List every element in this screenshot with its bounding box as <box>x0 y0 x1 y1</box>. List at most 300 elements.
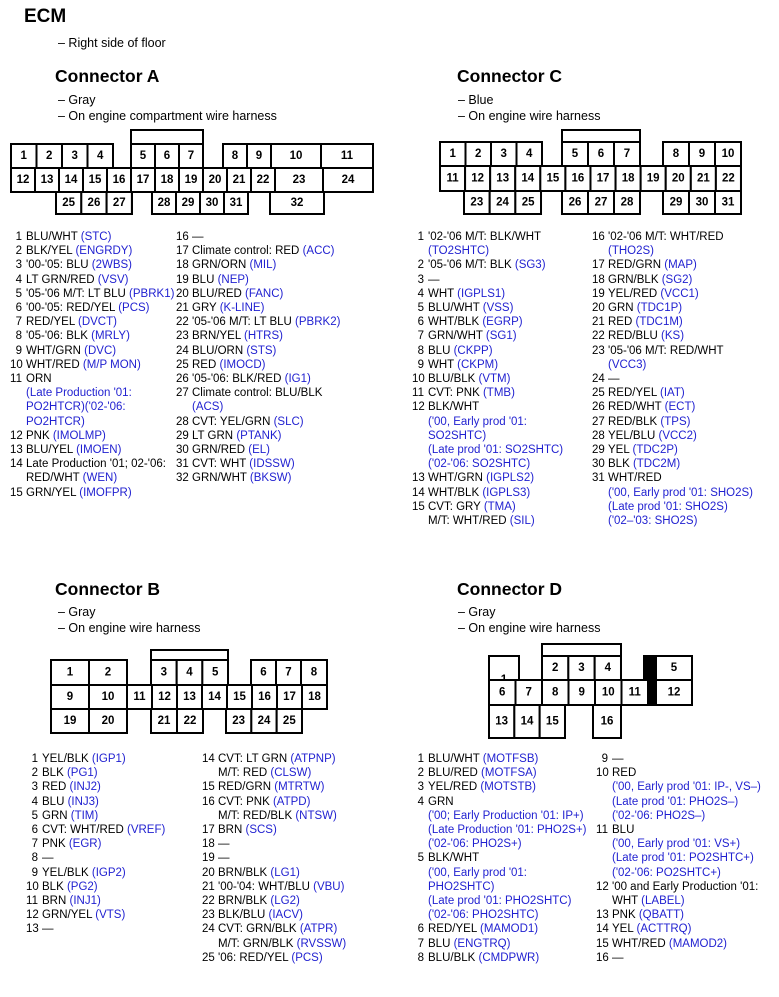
pin-description-line <box>428 880 612 894</box>
pin-signal-code: ('02–'03: SHO2S) <box>608 515 698 528</box>
pin-entry-7 <box>10 315 190 329</box>
pin-signal-code: (MOTFSA) <box>481 767 537 780</box>
pin-number: 9 <box>601 753 608 765</box>
pin-description-line <box>608 486 778 500</box>
connector-a-cavity-label-17: 17 <box>136 174 150 186</box>
pin-wire-text: BLU/WHT <box>428 753 483 765</box>
connector-a-cavity-label-26: 26 <box>87 197 101 209</box>
pin-wire-text: — <box>42 852 54 865</box>
pin-number: 3 <box>417 781 424 794</box>
connector-a-pins-left <box>10 230 190 500</box>
pin-description-line <box>612 809 778 823</box>
pin-number: 19 <box>202 852 215 865</box>
pin-number: 27 <box>176 387 189 400</box>
pin-wire-text: BLU/BLK <box>428 373 479 386</box>
connector-c-cavity-label-7: 7 <box>623 148 631 160</box>
connector-c-cavity-label-28: 28 <box>620 196 634 209</box>
pin-entry-25 <box>592 386 778 400</box>
pin-wire-text: RED <box>608 316 636 329</box>
pin-signal-code: (VTS) <box>95 909 126 922</box>
pin-entry-13 <box>596 908 778 922</box>
pin-description-line <box>218 937 402 951</box>
pin-entry-29 <box>176 429 386 443</box>
pin-description-line <box>608 443 778 457</box>
pin-wire-text: RED/YEL <box>608 387 660 400</box>
connector-c-cavity-label-14: 14 <box>521 172 535 185</box>
pin-number: 15 <box>202 781 215 794</box>
connector-b-cavity-label-12: 12 <box>158 691 171 703</box>
pin-entry-27 <box>176 386 386 414</box>
pin-description-line <box>612 823 778 837</box>
pin-description-line <box>428 894 612 908</box>
pin-description-line <box>26 429 190 443</box>
pin-wire-text: YEL/RED <box>428 781 481 794</box>
pin-signal-code: ('00, Early prod '01: <box>428 866 527 879</box>
pin-wire-text: CVT: GRY <box>428 500 484 513</box>
pin-entry-20 <box>202 866 402 880</box>
pin-number: 14 <box>412 486 425 499</box>
pin-description-line <box>192 429 386 443</box>
pin-description-line <box>612 795 778 809</box>
pin-signal-code: (NTSW) <box>295 809 337 822</box>
connector-c-cavity-label-19: 19 <box>646 172 660 185</box>
connector-b-cavity-label-15: 15 <box>233 691 246 703</box>
pin-signal-code: (2WBS) <box>91 259 133 272</box>
pin-number: 12 <box>26 909 39 922</box>
pin-signal-code: (HTRS) <box>243 330 283 343</box>
pin-description-line <box>42 866 226 880</box>
pin-wire-text: Climate control: RED <box>192 245 303 258</box>
pin-signal-code: ('00, Early prod '01: SHO2S) <box>608 486 754 499</box>
pin-signal-code: (Late Production '01: PHO2S+) <box>428 824 587 837</box>
pin-wire-text: WHT <box>428 358 458 371</box>
pin-wire-text: '05-'06 M/T: LT BLU <box>26 287 130 300</box>
pin-entry-3 <box>412 273 605 287</box>
pin-description-line <box>26 471 190 485</box>
connector-d-cavity-label-2: 2 <box>551 662 559 674</box>
connector-c-cavity-label-13: 13 <box>496 172 510 185</box>
pin-entry-21 <box>202 880 402 894</box>
pin-entry-17 <box>202 823 402 837</box>
pin-entry-3 <box>10 258 190 272</box>
pin-number: 6 <box>15 302 22 315</box>
pin-number: 30 <box>592 458 605 471</box>
pin-entry-30 <box>592 457 778 471</box>
connector-b-color: – Gray <box>58 605 96 619</box>
connector-c-cavity-label-8: 8 <box>672 148 680 160</box>
pin-wire-text: BRN/YEL <box>192 330 244 343</box>
connector-d-cavity-label-12: 12 <box>667 686 681 699</box>
pin-wire-text: WHT/RED <box>608 472 662 485</box>
pin-entry-22 <box>592 329 778 343</box>
pin-description-line <box>428 372 605 386</box>
pin-entry-1 <box>412 230 605 258</box>
connector-a-cavity-label-10: 10 <box>289 150 303 162</box>
pin-entry-9 <box>10 344 190 358</box>
pin-description-line <box>192 457 386 471</box>
pin-description-line <box>42 908 226 922</box>
pin-description-line <box>26 457 190 471</box>
pin-description-line <box>218 951 402 965</box>
pin-description-line <box>42 894 226 908</box>
pin-description-line <box>218 922 402 936</box>
pin-entry-6 <box>26 823 226 837</box>
connector-c-cavity-label-23: 23 <box>470 196 484 209</box>
pin-description-line <box>612 908 778 922</box>
pin-number: 28 <box>592 429 605 442</box>
pin-description-line <box>42 851 226 865</box>
pin-number: 16 <box>202 795 215 808</box>
pin-description-line <box>612 851 778 865</box>
connector-d-pins-left <box>412 752 612 965</box>
pin-entry-2 <box>412 258 605 272</box>
pin-entry-4 <box>412 287 605 301</box>
pin-description-line <box>428 937 612 951</box>
pin-description-line <box>428 837 612 851</box>
pin-description-line <box>26 443 190 457</box>
pin-wire-text: '05-'06: BLK <box>26 330 92 343</box>
pin-number: 21 <box>202 880 215 893</box>
pin-signal-code: ('02-'06: PHO2S+) <box>428 838 522 851</box>
pin-wire-text: BLK <box>42 880 67 893</box>
pin-description-line <box>42 922 226 936</box>
pin-description-line <box>428 908 612 922</box>
connector-b-lock-tab <box>151 650 228 660</box>
pin-signal-code: (TIM) <box>70 809 99 822</box>
pin-signal-code: ('00, Early prod '01: VS+) <box>612 838 741 851</box>
pin-description-line <box>428 486 602 500</box>
pin-description-line <box>608 244 778 258</box>
connector-b-cavity-label-3: 3 <box>160 666 168 679</box>
connector-c-location: – On engine wire harness <box>458 109 601 123</box>
pin-wire-text: CVT: PNK <box>218 795 273 808</box>
pin-number: 26 <box>176 373 189 386</box>
pin-description-line <box>428 823 612 837</box>
pin-entry-21 <box>176 301 386 315</box>
pin-description-line <box>218 752 402 766</box>
pin-number: 18 <box>592 273 605 286</box>
connector-a-cavity-label-28: 28 <box>157 197 171 209</box>
pin-signal-code: (MAP) <box>664 259 697 272</box>
pin-wire-text: GRN/YEL <box>42 909 96 922</box>
pin-description-line <box>192 443 386 457</box>
pin-wire-text: WHT/GRN <box>428 472 487 485</box>
connector-a-cavity-label-29: 29 <box>181 197 195 209</box>
pin-entry-12 <box>412 400 605 471</box>
connector-a-color: – Gray <box>58 93 96 107</box>
pin-number: 7 <box>417 330 424 343</box>
connector-a-cavity-label-14: 14 <box>64 174 78 186</box>
connector-d-color: – Gray <box>458 605 496 619</box>
pin-entry-14 <box>202 752 402 780</box>
pin-number: 17 <box>176 245 189 258</box>
pin-wire-text: '00-'05: RED/YEL <box>26 302 119 315</box>
pin-signal-code: (WEN) <box>82 472 118 485</box>
pin-description-line <box>428 358 602 372</box>
pin-entry-11 <box>412 386 605 400</box>
pin-description-line <box>218 908 402 922</box>
pin-description-line <box>42 795 226 809</box>
connector-d-diagram <box>486 642 698 740</box>
pin-description-line <box>428 386 605 400</box>
pin-number: 31 <box>176 458 189 471</box>
connector-a-cavity-label-31: 31 <box>229 197 243 209</box>
pin-entry-16 <box>596 951 778 965</box>
pin-wire-text: — <box>428 273 440 286</box>
connector-b-cavity-label-25: 25 <box>282 715 296 727</box>
pin-wire-text: GRY <box>192 302 220 315</box>
pin-number: 2 <box>417 259 424 272</box>
pin-wire-text: RED/WHT <box>608 401 665 414</box>
pin-entry-10 <box>10 358 190 372</box>
pin-signal-code: (Late prod '01: PHO2S–) <box>612 795 739 808</box>
pin-signal-code: PO2HTCR) <box>26 415 85 428</box>
pin-description-line <box>192 258 386 272</box>
pin-number: 25 <box>202 951 215 964</box>
pin-number: 10 <box>10 358 23 371</box>
pin-entry-15 <box>202 780 402 794</box>
pin-signal-code: (STC) <box>80 231 112 243</box>
pin-description-line <box>428 809 612 823</box>
pin-description-line <box>608 315 778 329</box>
pin-number: 8 <box>31 852 38 865</box>
pin-signal-code: (SIL) <box>509 515 535 528</box>
pin-wire-text: RED <box>192 358 220 371</box>
pin-number: 6 <box>417 316 424 329</box>
pin-signal-code: (VBU) <box>313 880 345 893</box>
pin-wire-text: BLK <box>42 767 67 780</box>
pin-description-line <box>608 400 778 414</box>
pin-entry-2 <box>10 244 190 258</box>
connector-c-cavity-label-24: 24 <box>496 196 509 209</box>
connector-c-cavity-label-30: 30 <box>695 196 709 209</box>
connector-b-pins-right <box>202 752 402 965</box>
pin-wire-text: BLU/WHT <box>428 302 483 315</box>
connector-a-location: – On engine compartment wire harness <box>58 109 277 123</box>
connector-b-title: Connector B <box>55 579 160 599</box>
pin-signal-code: (EGR) <box>68 838 102 851</box>
pin-signal-code: (DVCT) <box>77 316 117 329</box>
pin-description-line <box>608 500 778 514</box>
pin-number: 6 <box>31 824 38 837</box>
pin-entry-23 <box>592 344 778 372</box>
pin-signal-code: (RVSSW) <box>296 937 347 950</box>
pin-description-line <box>428 766 612 780</box>
pin-number: 5 <box>417 302 424 315</box>
pin-signal-code: (ACTTRQ) <box>636 923 692 936</box>
pin-signal-code: (ATPD) <box>272 795 311 808</box>
pin-wire-text: — <box>42 923 54 936</box>
pin-description-line <box>192 329 386 343</box>
pin-description-line <box>612 894 778 908</box>
pin-wire-text: BLK/WHT <box>428 852 480 865</box>
pin-entry-12 <box>596 880 778 908</box>
pin-wire-text: RED <box>612 767 637 780</box>
pin-signal-code: (CLSW) <box>270 767 312 780</box>
pin-description-line <box>26 344 190 358</box>
pin-signal-code: (DVC) <box>84 344 117 357</box>
pin-description-line <box>428 780 612 794</box>
pin-number: 13 <box>412 472 425 485</box>
pin-description-line <box>192 386 386 400</box>
pin-signal-code: (CMDPWR) <box>478 951 540 964</box>
pin-description-line <box>608 287 778 301</box>
pin-entry-1 <box>10 230 190 244</box>
pin-number: 3 <box>417 273 424 286</box>
pin-number: 25 <box>592 387 605 400</box>
pin-number: 11 <box>412 387 424 400</box>
pin-entry-31 <box>176 457 386 471</box>
pin-wire-text: '05-'06 M/T: BLK <box>428 259 515 272</box>
pin-description-line <box>42 780 226 794</box>
pin-entry-16 <box>202 795 402 823</box>
pin-signal-code: (MAMOD1) <box>479 923 539 936</box>
pin-entry-18 <box>202 837 402 851</box>
pin-description-line <box>428 443 605 457</box>
pin-signal-code: (VTM) <box>478 373 511 386</box>
pin-entry-10 <box>26 880 226 894</box>
pin-signal-code: (VCC1) <box>660 287 699 300</box>
pin-number: 12 <box>412 401 425 414</box>
pin-wire-text: BLU <box>428 937 454 950</box>
pin-description-line <box>608 429 778 443</box>
pin-entry-20 <box>176 287 386 301</box>
pin-wire-text: BLU <box>612 824 635 837</box>
connector-a-cavity-label-9: 9 <box>255 150 263 162</box>
pin-signal-code: ('02-'06: PO2SHTC+) <box>612 866 721 879</box>
pin-wire-text: GRN <box>428 795 454 808</box>
pin-wire-text: — <box>612 951 624 964</box>
pin-wire-text: '06: RED/YEL <box>218 951 292 964</box>
connector-b-cavity-label-4: 4 <box>186 666 193 679</box>
connector-c-cavity-label-2: 2 <box>475 148 482 160</box>
pin-description-line <box>26 273 190 287</box>
pin-wire-text: BLU <box>42 795 68 808</box>
pin-signal-code: (IGPLS1) <box>457 287 506 300</box>
connector-c-cavity-label-5: 5 <box>571 148 579 160</box>
pin-entry-3 <box>412 780 612 794</box>
pin-number: 23 <box>202 909 215 922</box>
connector-b-cavity-label-21: 21 <box>157 715 171 727</box>
pin-wire-text: WHT <box>612 895 642 908</box>
pin-wire-text: '00-'05: BLU <box>26 259 92 272</box>
connector-a-notes <box>58 92 277 124</box>
pin-description-line <box>612 951 778 965</box>
pin-number: 12 <box>596 880 609 893</box>
pin-number: 19 <box>176 273 189 286</box>
pin-description-line <box>428 795 612 809</box>
connector-a-cavity-label-12: 12 <box>16 174 30 186</box>
pin-signal-code: (VSS) <box>482 302 514 315</box>
pin-entry-11 <box>10 372 190 429</box>
pin-description-line <box>26 415 190 429</box>
pin-number: 14 <box>10 458 23 471</box>
pin-number: 8 <box>417 951 424 964</box>
pin-entry-13 <box>412 471 605 485</box>
pin-entry-9 <box>412 358 602 372</box>
pin-description-line <box>26 486 190 500</box>
pin-entry-23 <box>176 329 386 343</box>
connector-a-cavity-label-13: 13 <box>40 174 54 186</box>
pin-wire-text: BLU/WHT <box>26 231 81 243</box>
pin-number: 1 <box>31 753 38 765</box>
connector-b-cavity-label-1: 1 <box>66 666 74 679</box>
pin-signal-code: (SG3) <box>514 259 546 272</box>
pin-wire-text: BRN/BLK <box>218 866 271 879</box>
pin-wire-text: ORN <box>26 373 52 386</box>
pin-entry-4 <box>26 795 226 809</box>
connector-a-cavity-label-19: 19 <box>184 174 198 186</box>
pin-number: 23 <box>176 330 189 343</box>
pin-number: 21 <box>592 316 605 329</box>
pin-description-line <box>192 400 386 414</box>
pin-description-line <box>26 329 190 343</box>
pin-wire-text: PNK <box>42 838 69 851</box>
pin-description-line <box>218 866 402 880</box>
pin-wire-text: RED/BLK <box>608 415 661 428</box>
pin-number: 9 <box>31 866 38 879</box>
connector-a-cavity-label-1: 1 <box>20 150 27 162</box>
pin-description-line <box>192 301 386 315</box>
pin-wire-text: CVT: YEL/GRN <box>192 415 274 428</box>
pin-signal-code: (Late prod '01: PHO2SHTC) <box>428 895 572 908</box>
connector-a-cavity-label-5: 5 <box>139 150 147 162</box>
pin-description-line <box>218 880 402 894</box>
pin-signal-code: (STS) <box>246 344 277 357</box>
pin-description-line <box>26 230 190 244</box>
pin-signal-code: (IMOLMP) <box>52 429 106 442</box>
pin-entry-2 <box>26 766 226 780</box>
pin-signal-code: ('02-'06: PHO2SHTC) <box>428 909 539 922</box>
pin-signal-code: (LG2) <box>270 895 300 908</box>
pin-wire-text: GRN/WHT <box>428 330 486 343</box>
connector-d-cavity-label-10: 10 <box>601 686 615 699</box>
pin-description-line <box>428 752 612 766</box>
pin-signal-code: (EL) <box>248 444 270 457</box>
pin-signal-code: (IGPLS3) <box>482 486 531 499</box>
pin-description-line <box>608 344 778 358</box>
pin-number: 21 <box>176 302 189 315</box>
pin-wire-text: M/T: RED <box>218 767 271 780</box>
pin-number: 18 <box>202 838 215 851</box>
pin-signal-code: (Late Production '01: <box>26 387 132 400</box>
pin-signal-code: (THO2S) <box>608 245 654 258</box>
pin-entry-25 <box>202 951 402 965</box>
pin-number: 13 <box>10 444 23 457</box>
pin-entry-5 <box>412 301 605 315</box>
connector-a-cavity-label-25: 25 <box>62 197 76 209</box>
pin-description-line <box>428 287 605 301</box>
pin-description-line <box>428 344 605 358</box>
pin-entry-24 <box>592 372 778 386</box>
pin-description-line <box>612 837 778 851</box>
pin-description-line <box>428 471 605 485</box>
pin-signal-code: (INJ1) <box>69 895 101 908</box>
pin-description-line <box>42 823 226 837</box>
pin-signal-code: (IGP2) <box>91 866 126 879</box>
pin-number: 25 <box>176 358 189 371</box>
pin-signal-code: (ACC) <box>302 245 335 258</box>
connector-c-pins-left <box>412 230 605 528</box>
connector-d-cavity-label-9: 9 <box>578 686 585 699</box>
connector-c-cavity-label-20: 20 <box>671 172 685 185</box>
pin-wire-text: YEL <box>612 923 637 936</box>
pin-entry-13 <box>26 922 226 936</box>
pin-description-line <box>428 301 605 315</box>
pin-wire-text: BLU <box>428 344 454 357</box>
connector-b-cavity-label-6: 6 <box>260 666 267 679</box>
pin-entry-31 <box>592 471 778 528</box>
